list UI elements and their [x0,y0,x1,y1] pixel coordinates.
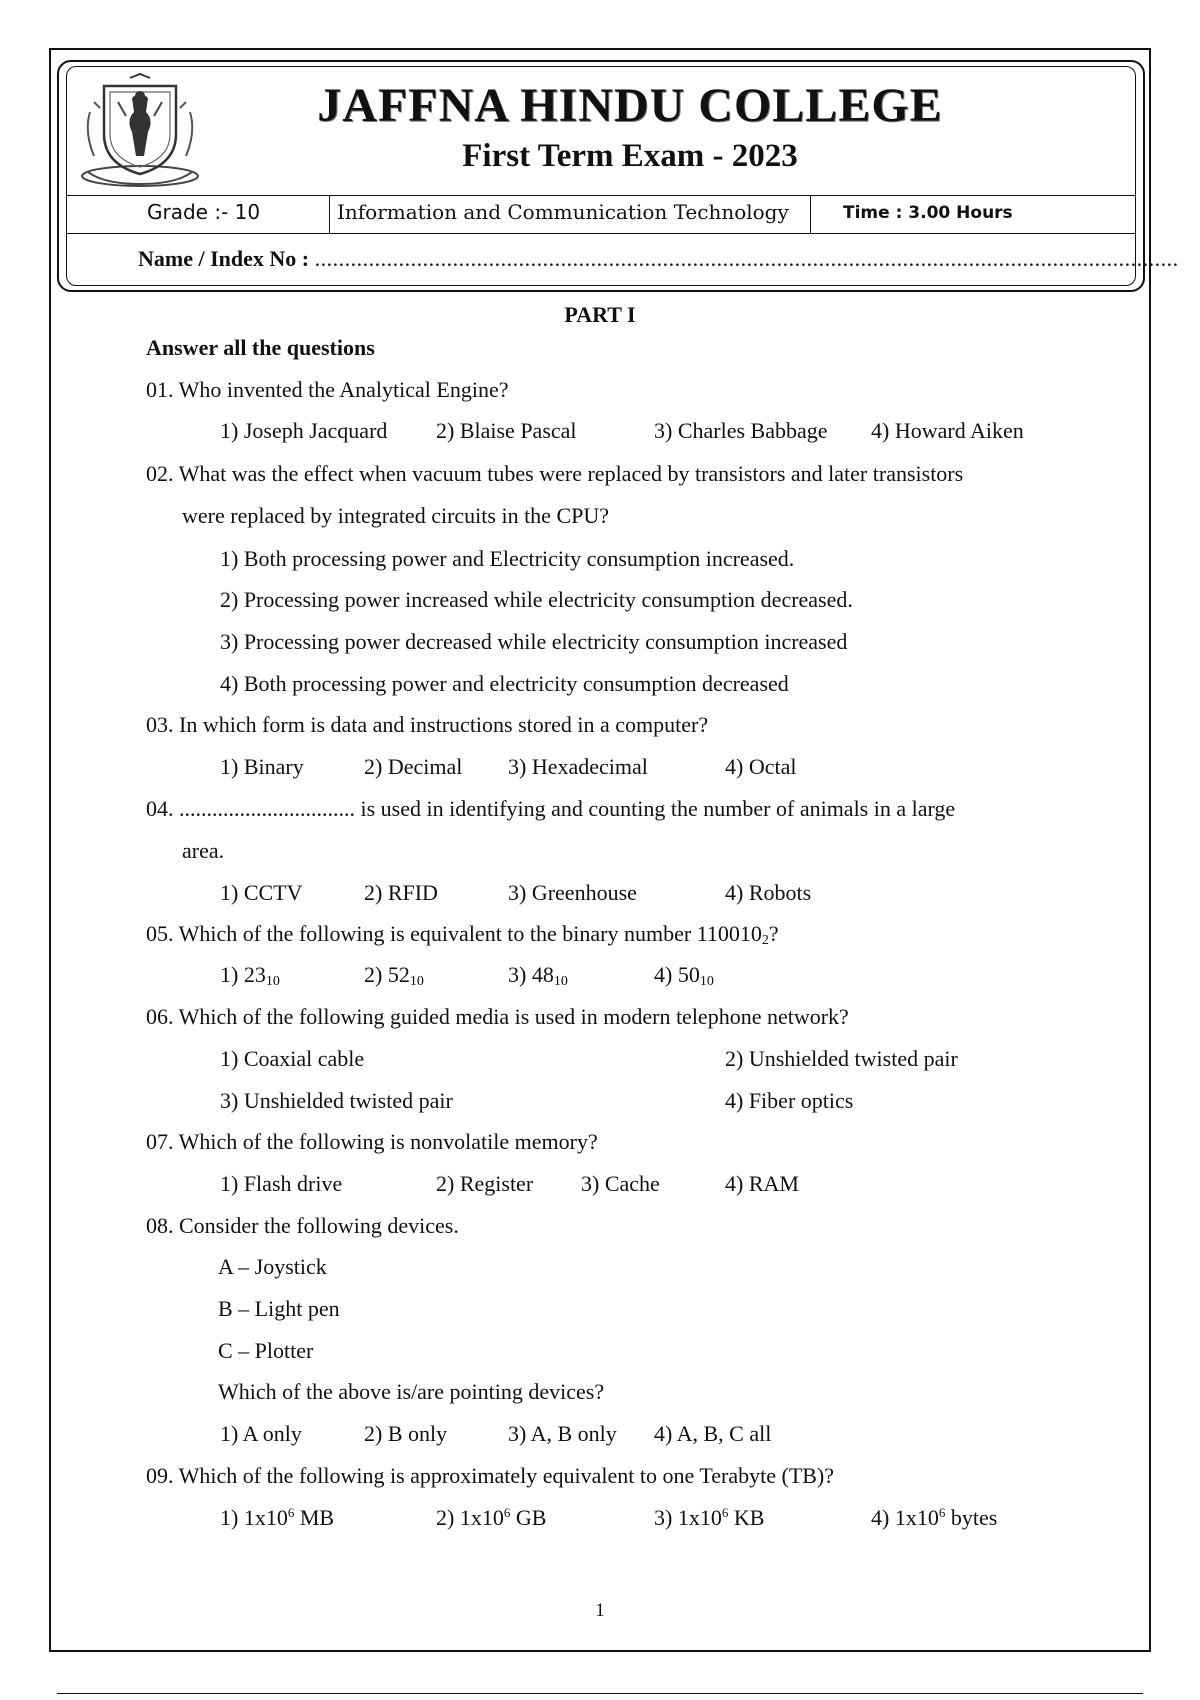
header-divider-top [66,195,1136,196]
q4-option-3: 3) Greenhouse [508,880,637,905]
q5-option-4-base: 10 [699,974,714,989]
q2-option-2: 2) Processing power increased while electricity consumption decreased. [220,587,853,612]
question-1: 01. Who invented the Analytical Engine? [146,377,509,402]
subject-label: Information and Communication Technology [337,200,789,224]
q3-option-3: 3) Hexadecimal [508,754,648,779]
q6-option-2: 2) Unshielded twisted pair [725,1046,958,1071]
q2-option-4: 4) Both processing power and electricity consumption decreased [220,671,789,696]
q6-option-1: 1) Coaxial cable [220,1046,365,1071]
header-divider-bottom [66,233,1136,234]
q9-option-3 [654,1505,764,1531]
exam-title: First Term Exam - 2023 [462,138,798,174]
grade-label: Grade :- 10 [147,200,261,224]
q9-option-1-exp: 6 [287,1505,295,1520]
q5-option-1-value: 1) 23 [220,962,266,987]
q6-option-3: 3) Unshielded twisted pair [220,1088,453,1113]
q1-option-4: 4) Howard Aiken [871,418,1024,443]
q9-option-2-pre: 2) 1x10 [436,1505,504,1530]
name-index-row [138,246,1179,272]
q2-option-3: 3) Processing power decreased while electricity consumption increased [220,629,848,654]
q9-option-4-unit: bytes [945,1505,998,1530]
question-9: 09. Which of the following is approximately equivalent to one Terabyte (TB)? [146,1463,835,1488]
q6-option-4: 4) Fiber optics [725,1088,854,1113]
q9-option-2-exp: 6 [503,1505,511,1520]
q9-option-1-unit: MB [294,1505,335,1530]
question-4-line-2: area. [182,838,225,863]
q9-option-3-unit: KB [728,1505,765,1530]
q9-option-3-exp: 6 [721,1505,729,1520]
instruction: Answer all the questions [146,335,375,360]
q5-option-3-value: 3) 48 [508,962,554,987]
name-index-blank[interactable]: ................................................................................................................................................ [314,246,1179,271]
subject-time-divider [810,195,811,233]
q7-option-3: 3) Cache [581,1171,660,1196]
question-6: 06. Which of the following guided media is used in modern telephone network? [146,1004,849,1029]
q8-option-3: 3) A, B only [508,1421,617,1446]
q5-option-2 [364,962,424,990]
q9-option-2-unit: GB [510,1505,547,1530]
q8-item-b: B – Light pen [218,1296,340,1321]
grade-subject-divider [329,195,330,233]
footer-rule [57,1693,1143,1694]
q5-option-3 [508,962,568,990]
name-index-label: Name / Index No : [138,246,310,271]
q9-option-4 [871,1505,997,1531]
q9-option-4-pre: 4) 1x10 [871,1505,939,1530]
q1-option-1: 1) Joseph Jacquard [220,418,388,443]
q8-item-a: A – Joystick [218,1254,327,1279]
q4-option-4: 4) Robots [725,880,812,905]
q7-option-2: 2) Register [436,1171,534,1196]
q5-option-4-value: 4) 50 [654,962,700,987]
q4-option-1: 1) CCTV [220,880,303,905]
college-name: JAFFNA HINDU COLLEGE [317,79,943,132]
q8-option-1: 1) A only [220,1421,302,1446]
q8-option-4: 4) A, B, C all [654,1421,772,1446]
question-8: 08. Consider the following devices. [146,1213,459,1238]
q3-option-1: 1) Binary [220,754,304,779]
q9-option-3-pre: 3) 1x10 [654,1505,722,1530]
q8-item-c: C – Plotter [218,1338,314,1363]
college-crest-icon [74,72,206,190]
time-label: Time : 3.00 Hours [843,203,1013,223]
q8-sub-question: Which of the above is/are pointing devices? [218,1379,605,1404]
question-5-text: 05. Which of the following is equivalent to the binary number 110010 [146,921,762,946]
q7-option-4: 4) RAM [725,1171,799,1196]
q5-option-2-base: 10 [409,974,424,989]
q2-option-1: 1) Both processing power and Electricity consumption increased. [220,546,795,571]
question-4-line-1: 04. ................................ is used in identifying and counting the number of animals in a large [146,796,956,821]
question-7: 07. Which of the following is nonvolatile memory? [146,1129,598,1154]
q7-option-1: 1) Flash drive [220,1171,343,1196]
q1-option-3: 3) Charles Babbage [654,418,828,443]
q9-option-1-pre: 1) 1x10 [220,1505,288,1530]
question-3: 03. In which form is data and instructions stored in a computer? [146,712,709,737]
q1-option-2: 2) Blaise Pascal [436,418,577,443]
page-number: 1 [595,1600,605,1621]
q3-option-2: 2) Decimal [364,754,463,779]
q5-option-3-base: 10 [553,974,568,989]
q4-option-2: 2) RFID [364,880,438,905]
q9-option-2 [436,1505,546,1531]
q5-option-4 [654,962,714,990]
part-title: PART I [564,302,636,327]
question-5-base: 2 [761,933,769,948]
q9-option-4-exp: 6 [938,1505,946,1520]
q5-option-2-value: 2) 52 [364,962,410,987]
question-5 [146,921,779,949]
question-2-line-2: were replaced by integrated circuits in the CPU? [182,503,610,528]
question-2-line-1: 02. What was the effect when vacuum tubes were replaced by transistors and later transistors [146,461,964,486]
q8-option-2: 2) B only [364,1421,448,1446]
q5-option-1-base: 10 [265,974,280,989]
q5-option-1 [220,962,280,990]
q9-option-1 [220,1505,334,1531]
question-5-end: ? [768,921,779,946]
q3-option-4: 4) Octal [725,754,797,779]
